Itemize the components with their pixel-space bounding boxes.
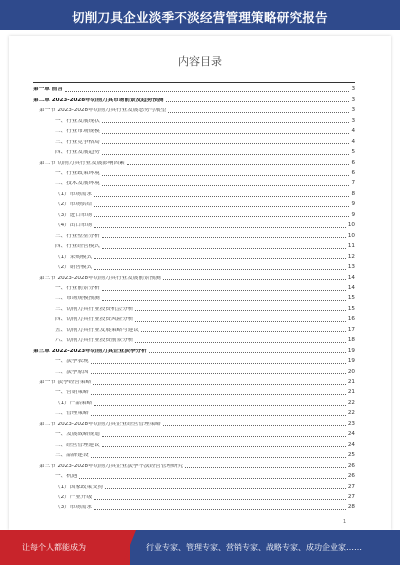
- toc-entry-page: 22: [347, 410, 355, 417]
- toc-entry[interactable]: [33, 337, 355, 344]
- footer-accent-fold: [122, 530, 136, 565]
- toc-entry-text: 一、淡季表现: [55, 359, 89, 365]
- toc-entry-text: 六、切削刀具行业投资前景分析: [55, 338, 134, 344]
- toc-entry-page: 6: [351, 159, 355, 166]
- toc-leader-dots: [185, 466, 346, 468]
- toc-leader-dots: [94, 205, 349, 207]
- toc-entry[interactable]: [33, 316, 355, 323]
- toc-entry[interactable]: [33, 483, 355, 490]
- toc-leader-dots: [102, 174, 350, 176]
- toc-entry-page: 14: [347, 284, 355, 291]
- toc-entry[interactable]: [33, 431, 355, 438]
- toc-entry-page: 7: [351, 180, 355, 187]
- toc-entry-text: 第一章 前言: [33, 87, 63, 93]
- toc-entry-text: 一、机遇: [55, 474, 78, 480]
- toc-entry-text: 二、行业市场规模: [55, 129, 100, 135]
- toc-entry-page: 9: [351, 201, 355, 208]
- toc-entry-page: 4: [351, 138, 355, 145]
- toc-entry-text: （1）市场需求: [55, 191, 93, 197]
- toc-entry-page: 22: [347, 399, 355, 406]
- toc-entry[interactable]: [33, 180, 355, 187]
- toc-entry[interactable]: [33, 138, 355, 145]
- toc-leader-dots: [163, 424, 346, 426]
- toc-entry-text: （3）进口市场: [55, 212, 93, 218]
- toc-entry[interactable]: [33, 96, 355, 103]
- toc-leader-dots: [149, 351, 346, 353]
- toc-entry-text: 二、技术发展环境: [55, 181, 100, 187]
- toc-leader-dots: [91, 456, 346, 458]
- toc-leader-dots: [94, 226, 346, 228]
- toc-entry-text: 二、市场规模预测: [55, 296, 100, 302]
- toc-leader-dots: [102, 153, 350, 155]
- toc-entry-page: 9: [351, 211, 355, 218]
- toc-entry[interactable]: [33, 285, 355, 292]
- toc-entry-text: 第三节 2023-2028年切削刀具企业淡季不淡经营管理研究: [39, 463, 184, 469]
- toc-entry-text: 第三节 2023-2028年切削刀具行业发展前景预测: [39, 275, 161, 281]
- toc-leader-dots: [94, 404, 346, 406]
- toc-entry-page: 15: [347, 305, 355, 312]
- toc-entry[interactable]: [33, 410, 355, 417]
- toc-entry-text: 一、发展战略规划: [55, 432, 100, 438]
- toc-leader-dots: [102, 184, 350, 186]
- toc-entry-page: 18: [347, 337, 355, 344]
- toc-leader-dots: [102, 142, 350, 144]
- toc-entry-text: 四、切削刀具行业投资风险分析: [55, 317, 134, 323]
- toc-entry-page: 17: [347, 326, 355, 333]
- toc-entry-page: 8: [351, 190, 355, 197]
- toc-entry-page: 28: [347, 504, 355, 511]
- toc-leader-dots: [168, 111, 349, 113]
- toc-entry[interactable]: [33, 159, 355, 166]
- toc-entry-page: 21: [347, 389, 355, 396]
- toc-leader-dots: [102, 289, 346, 291]
- toc-entry-page: 21: [347, 379, 355, 385]
- toc-leader-dots: [91, 393, 346, 395]
- toc-entry-page: 15: [347, 295, 355, 302]
- toc-entry-page: 13: [347, 264, 355, 271]
- toc-entry[interactable]: [33, 243, 355, 250]
- toc-entry[interactable]: [33, 379, 355, 386]
- toc-entry-text: 三、切削刀具行业投资机会分析: [55, 306, 134, 312]
- toc-leader-dots: [166, 100, 350, 102]
- toc-entry[interactable]: [33, 191, 355, 198]
- toc-entry[interactable]: [33, 117, 355, 124]
- toc-entry[interactable]: [33, 462, 355, 469]
- toc-entry-page: 20: [347, 368, 355, 375]
- toc-entry-text: 二、管理策略: [55, 411, 89, 417]
- toc-entry-text: （2）销售模式: [55, 265, 93, 271]
- toc-entry[interactable]: [33, 473, 355, 480]
- toc-entry[interactable]: [33, 494, 355, 501]
- toc-entry-page: 3: [351, 96, 355, 103]
- toc-entry-text: （1）采购模式: [55, 254, 93, 260]
- toc-entry-text: 第二章 2023-2028年切削刀具市场前景及趋势预测: [33, 97, 164, 103]
- toc-top-rule: [33, 82, 355, 83]
- toc-entry[interactable]: [33, 264, 355, 271]
- toc-entry-page: 27: [347, 483, 355, 490]
- toc-entry[interactable]: [33, 368, 355, 375]
- toc-entry-text: 第三章 2022-2023年切削刀具企业淡季分析: [33, 348, 147, 354]
- toc-leader-dots: [135, 320, 346, 322]
- toc-leader-dots: [94, 268, 346, 270]
- report-title: 切削刀具企业淡季不淡经营管理策略研究报告: [71, 10, 328, 25]
- toc-leader-dots: [135, 341, 346, 343]
- toc-entry[interactable]: [33, 86, 355, 93]
- toc-entry-text: 四、行业发展趋势: [55, 150, 100, 156]
- toc-entry[interactable]: [33, 128, 355, 135]
- toc-entry[interactable]: [33, 274, 355, 281]
- toc-entry[interactable]: [33, 107, 355, 114]
- toc-entry[interactable]: [33, 295, 355, 302]
- toc-entry[interactable]: [33, 222, 355, 229]
- toc-entry-page: 10: [347, 232, 355, 239]
- toc-entry-text: （3）市场需求: [55, 505, 93, 511]
- toc-entry-page: 24: [347, 441, 355, 448]
- toc-entry-page: 10: [347, 222, 355, 229]
- toc-entry-text: 一、行业前景分析: [55, 285, 100, 291]
- toc-leader-dots: [141, 330, 346, 332]
- toc-entry-page: 16: [347, 316, 355, 323]
- toc-entry-page: 19: [347, 358, 355, 365]
- toc-entry-text: 三、品牌建设: [55, 453, 89, 459]
- toc-entry-page: 3: [351, 117, 355, 124]
- toc-entry-text: 第一节 淡季经营策略: [39, 380, 92, 385]
- toc-leader-dots: [102, 299, 346, 301]
- toc-entry-text: （2）产业升级: [55, 494, 93, 500]
- toc-entry-text: （1）国家政策支持: [55, 484, 104, 490]
- toc-entry-page: 25: [347, 452, 355, 459]
- toc-leader-dots: [163, 278, 346, 280]
- toc-entry-text: （2）市场供给: [55, 202, 93, 208]
- toc-entry-text: 第一节 2023-2028年切削刀具行业发展态势与展望: [39, 108, 167, 114]
- toc-entry-text: 三、行业竞争格局: [55, 139, 100, 145]
- toc-entry[interactable]: [33, 170, 355, 177]
- toc-entry[interactable]: [33, 149, 355, 156]
- toc-entry[interactable]: [33, 389, 355, 396]
- toc-leader-dots: [102, 247, 346, 249]
- toc-entry-page: 3: [351, 86, 355, 93]
- toc-leader-dots: [94, 257, 346, 259]
- toc-entry-text: 一、行业发展现状: [55, 118, 100, 124]
- toc-entry-text: （4）出口市场: [55, 223, 93, 229]
- toc-entry[interactable]: [33, 201, 355, 208]
- toc-entry[interactable]: [33, 420, 355, 427]
- toc-leader-dots: [91, 372, 346, 374]
- toc-entry-page: 23: [347, 420, 355, 427]
- toc-entry-text: 四、行业经营模式: [55, 244, 100, 250]
- toc-entry-text: 五、切削刀具行业发展策略与建议: [55, 327, 139, 333]
- toc-leader-dots: [91, 362, 346, 364]
- toc-entry-page: 24: [347, 431, 355, 438]
- toc-entry[interactable]: [33, 358, 355, 365]
- toc-leader-dots: [94, 215, 349, 217]
- toc-entry-page: 4: [351, 128, 355, 135]
- toc-leader-dots: [91, 414, 346, 416]
- toc-entry[interactable]: [33, 504, 355, 511]
- footer-slogan-right: 行业专家、管理专家、营销专家、战略专家、成功企业家……: [146, 543, 362, 552]
- toc-leader-dots: [65, 90, 350, 92]
- toc-leader-dots: [94, 508, 346, 510]
- toc-entry[interactable]: [33, 305, 355, 312]
- toc-heading: 内容目录: [178, 55, 222, 68]
- toc-entry-page: 27: [347, 493, 355, 500]
- toc-leader-dots: [102, 132, 350, 134]
- toc-entry-text: 第二节 2023-2028年切削刀具企业经营管理策略: [39, 421, 161, 427]
- toc-entry-text: 三、行业壁垒分析: [55, 233, 100, 239]
- toc-entry[interactable]: [33, 347, 355, 354]
- toc-entry[interactable]: [33, 326, 355, 333]
- toc-entry[interactable]: [33, 211, 355, 218]
- toc-leader-dots: [127, 163, 350, 165]
- toc-entry[interactable]: [33, 452, 355, 459]
- toc-entry-page: 26: [347, 462, 355, 469]
- toc-entry-page: 26: [347, 473, 355, 480]
- toc-entry[interactable]: [33, 232, 355, 239]
- toc-leader-dots: [94, 195, 349, 197]
- toc-leader-dots: [135, 309, 346, 311]
- toc-entry-page: 11: [347, 243, 355, 250]
- toc-leader-dots: [102, 121, 350, 123]
- toc-leader-dots: [102, 236, 346, 238]
- toc-leader-dots: [102, 435, 346, 437]
- toc-leader-dots: [79, 477, 345, 479]
- toc-entry[interactable]: [33, 400, 355, 407]
- toc-leader-dots: [94, 498, 346, 500]
- footer-slogan-left: 让每个人都能成为: [22, 543, 86, 552]
- toc-entry-page: 19: [347, 347, 355, 354]
- page-number: 1: [343, 519, 347, 525]
- toc-leader-dots: [102, 445, 346, 447]
- toc-entry-page: 6: [351, 170, 355, 176]
- toc-leader-dots: [93, 383, 346, 385]
- toc-entry-text: 第二节 切削刀具行业发展影响因素: [39, 160, 125, 166]
- toc-entry[interactable]: [33, 253, 355, 260]
- toc-entry-page: 14: [347, 274, 355, 281]
- toc-entry-text: （1）产品策略: [55, 400, 93, 406]
- toc-entry-text: 一、营销策略: [55, 390, 89, 396]
- toc-entry-text: 二、经营管理建议: [55, 442, 100, 448]
- toc-entry-page: 3: [351, 107, 355, 114]
- toc-entry[interactable]: [33, 441, 355, 448]
- toc-leader-dots: [105, 487, 346, 489]
- toc-entry-text: 一、行业政策环境: [55, 171, 100, 176]
- toc-entry-page: 12: [347, 253, 355, 260]
- toc-entry-page: 5: [351, 149, 355, 156]
- toc-entry-text: 二、淡季原因: [55, 369, 89, 375]
